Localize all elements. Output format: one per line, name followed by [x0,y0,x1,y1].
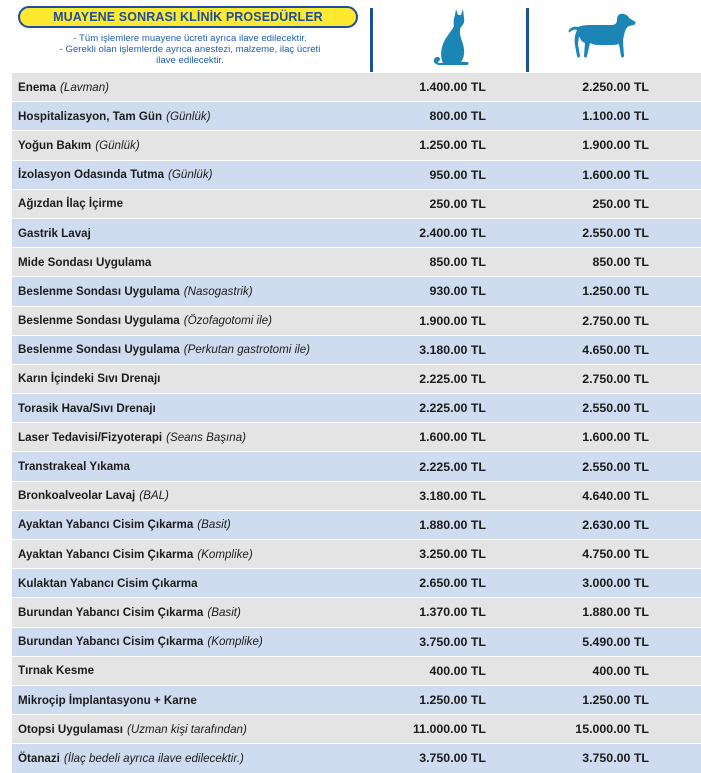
dog-price: 2.250.00 TL [582,80,649,95]
procedure-label: Gastrik Lavaj [18,226,91,240]
table-row [12,101,701,130]
procedure-note: (Günlük) [95,138,140,152]
procedure-label: Enema [18,80,57,94]
procedure-name [12,715,370,743]
note-line-2: - Gerekli olan işlemlerde ayrıca anestezi, malzeme, ilaç ücreti [59,44,321,55]
dog-price: 2.550.00 TL [582,401,649,416]
procedure-name [12,161,370,189]
page-title: MUAYENE SONRASI KLİNİK PROSEDÜRLER [18,6,358,28]
cat-price: 2.225.00 TL [419,459,486,474]
procedure-label: Beslenme Sondası Uygulama [18,314,180,328]
procedure-label: Beslenme Sondası Uygulama [18,284,180,298]
table-row [12,393,701,422]
table-row [12,189,701,218]
procedure-label: Burundan Yabancı Cisim Çıkarma [18,605,204,619]
procedure-label: Beslenme Sondası Uygulama [18,343,180,357]
table-row [12,743,701,772]
table-row [12,451,701,480]
table-row [12,568,701,597]
dog-price: 250.00 TL [592,196,649,211]
table-row [12,160,701,189]
procedure-note: (Günlük) [168,168,213,182]
procedure-note: (Komplike) [197,547,253,561]
procedure-name [12,394,370,422]
procedure-label: Torasik Hava/Sıvı Drenajı [18,401,156,415]
procedure-name [12,540,370,568]
note-line-1: - Tüm işlemlere muayene ücreti ayrıca ilave edilecektir. [73,33,307,44]
cat-price: 2.225.00 TL [419,371,486,386]
cat-price: 850.00 TL [429,255,486,270]
procedure-note: (BAL) [139,489,169,503]
table-row [12,510,701,539]
cat-price: 2.225.00 TL [419,401,486,416]
dog-price: 2.550.00 TL [582,226,649,241]
procedure-label: İzolasyon Odasında Tutma [18,168,165,182]
procedure-label: Mide Sondası Uygulama [18,255,152,269]
procedure-name [12,452,370,480]
dog-price: 1.100.00 TL [582,109,649,124]
cat-price: 1.250.00 TL [419,693,486,708]
procedure-label: Ayaktan Yabancı Cisim Çıkarma [18,547,194,561]
table-row [12,130,701,159]
procedure-name [12,365,370,393]
dog-price: 4.640.00 TL [582,488,649,503]
cat-price: 11.000.00 TL [412,722,486,737]
table-row [12,481,701,510]
cat-price: 3.750.00 TL [419,751,486,766]
dog-price: 400.00 TL [592,663,649,678]
header [12,6,360,66]
table-row [12,335,701,364]
table-row [12,685,701,714]
dog-icon [568,12,638,60]
table-row [12,597,701,626]
procedure-name [12,277,370,305]
dog-price: 1.600.00 TL [582,167,649,182]
procedure-name [12,307,370,335]
procedure-label: Kulaktan Yabancı Cisim Çıkarma [18,576,198,590]
cat-price: 950.00 TL [429,167,486,182]
procedure-name [12,628,370,656]
table-row [12,276,701,305]
procedure-name [12,219,370,247]
dog-price: 2.750.00 TL [582,313,649,328]
cat-price: 3.250.00 TL [419,547,486,562]
dog-price: 2.630.00 TL [582,517,649,532]
table-row [12,627,701,656]
cat-price: 3.180.00 TL [419,342,486,357]
procedure-name [12,686,370,714]
procedure-name [12,336,370,364]
procedure-note: (Komplike) [207,635,263,649]
procedure-label: Ötanazi [18,751,60,765]
procedure-note: (Günlük) [166,109,211,123]
dog-price: 1.250.00 TL [582,284,649,299]
dog-price: 850.00 TL [592,255,649,270]
cat-price: 3.750.00 TL [419,634,486,649]
procedure-label: Otopsi Uygulaması [18,722,124,736]
dog-price: 1.250.00 TL [582,693,649,708]
dog-price: 2.550.00 TL [582,459,649,474]
table-row [12,306,701,335]
procedure-name [12,102,370,130]
dog-price: 2.750.00 TL [582,371,649,386]
cat-price: 2.400.00 TL [419,226,486,241]
cat-price: 930.00 TL [429,284,486,299]
procedure-note: (Perkutan gastrotomi ile) [183,343,311,357]
procedure-label: Laser Tedavisi/Fizyoterapi [18,430,163,444]
procedure-label: Transtrakeal Yıkama [18,460,130,474]
procedure-name [12,248,370,276]
procedure-label: Burundan Yabancı Cisim Çıkarma [18,635,204,649]
procedure-note: (Uzman kişi tarafından) [127,722,247,736]
procedure-label: Mikroçip İmplantasyonu + Karne [18,693,197,707]
procedure-label: Yoğun Bakım [18,138,92,152]
cat-price: 1.250.00 TL [419,138,486,153]
table-row [12,714,701,743]
cat-price: 800.00 TL [429,109,486,124]
cat-price: 3.180.00 TL [419,488,486,503]
procedure-label: Ağızdan İlaç İçirme [18,197,124,211]
dog-price: 5.490.00 TL [582,634,649,649]
procedure-note: (Seans Başına) [166,430,247,444]
cat-price: 1.900.00 TL [419,313,486,328]
procedure-name [12,657,370,685]
procedure-name [12,73,370,101]
procedure-name [12,598,370,626]
dog-price: 1.880.00 TL [582,605,649,620]
note-line-3: ilave edilecektir. [156,55,224,66]
dog-price: 4.650.00 TL [582,342,649,357]
procedure-name [12,569,370,597]
procedure-note: (Nasogastrik) [183,284,253,298]
procedure-label: Tırnak Kesme [18,664,95,678]
cat-price: 1.400.00 TL [419,80,486,95]
cat-price: 1.370.00 TL [419,605,486,620]
cat-price: 2.650.00 TL [419,576,486,591]
dog-price: 1.900.00 TL [582,138,649,153]
procedure-label: Bronkoalveolar Lavaj [18,489,136,503]
cat-price: 250.00 TL [429,196,486,211]
procedure-label: Ayaktan Yabancı Cisim Çıkarma [18,518,194,532]
table-row [12,364,701,393]
procedure-note: (Basit) [197,518,231,532]
procedure-table [12,72,701,773]
procedure-name [12,482,370,510]
cat-price: 1.880.00 TL [419,517,486,532]
table-row [12,539,701,568]
procedure-note: (İlaç bedeli ayrıca ilave edilecektir.) [63,751,244,765]
dog-price: 3.750.00 TL [582,751,649,766]
cat-price: 1.600.00 TL [419,430,486,445]
table-row [12,218,701,247]
table-row [12,72,701,101]
table-row [12,422,701,451]
procedure-name [12,744,370,772]
cat-icon [430,6,470,66]
dog-price: 15.000.00 TL [575,722,649,737]
procedure-note: (Basit) [207,605,241,619]
cat-price: 400.00 TL [429,663,486,678]
procedure-name [12,131,370,159]
procedure-note: (Özofagotomi ile) [183,314,273,328]
table-row [12,656,701,685]
dog-price: 1.600.00 TL [582,430,649,445]
table-row [12,247,701,276]
procedure-note: (Lavman) [60,80,109,94]
procedure-label: Karın İçindeki Sıvı Drenajı [18,372,161,386]
procedure-label: Hospitalizasyon, Tam Gün [18,109,163,123]
dog-price: 4.750.00 TL [582,547,649,562]
procedure-name [12,190,370,218]
procedure-name [12,511,370,539]
dog-price: 3.000.00 TL [582,576,649,591]
procedure-name [12,423,370,451]
header-notes [12,33,360,66]
